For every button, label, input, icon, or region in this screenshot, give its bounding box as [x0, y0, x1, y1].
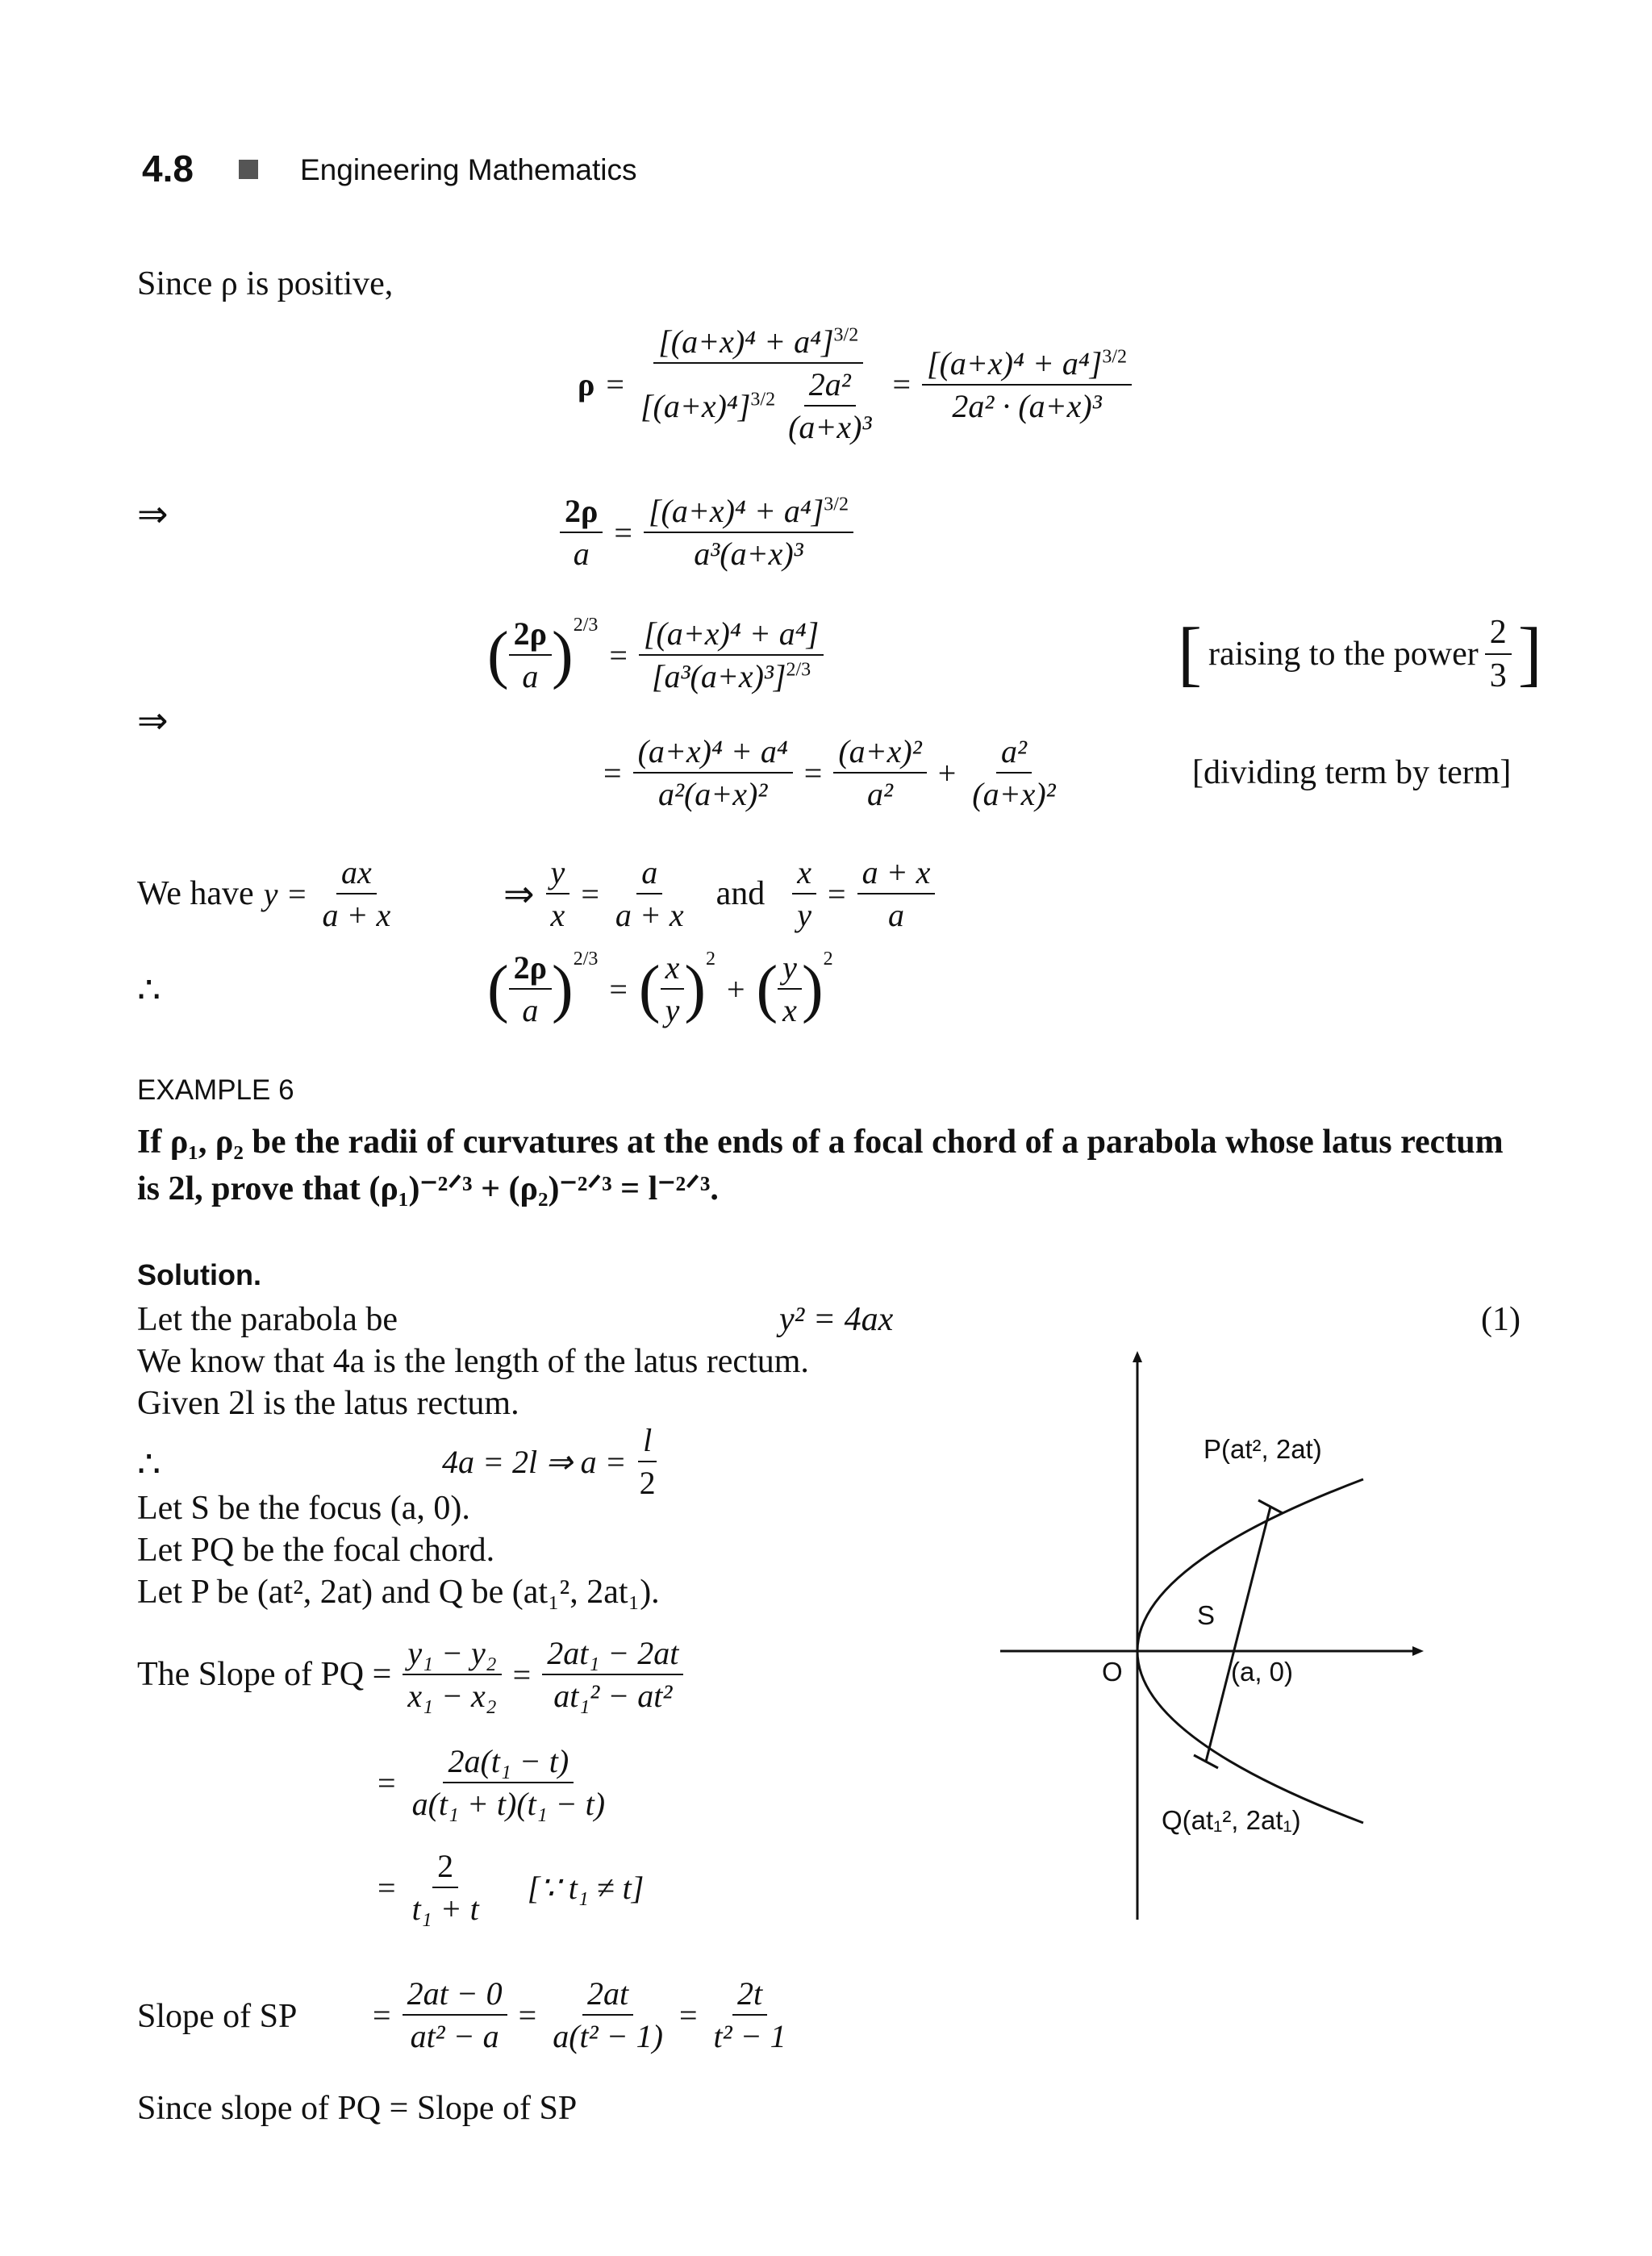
implies-symbol: ⇒: [137, 494, 169, 535]
numerator: [(a+x)⁴ + a⁴]: [639, 615, 824, 656]
equation-a-value: [442, 1421, 661, 1502]
numerator: a: [636, 853, 662, 894]
numerator: 2t: [732, 1975, 767, 2016]
numerator: [(a+x)⁴ + a⁴]: [927, 344, 1103, 382]
equals-sign: =: [378, 1764, 396, 1801]
y-equals: y =: [263, 875, 308, 912]
left-bracket: [: [1178, 614, 1202, 694]
numerator: (a+x)⁴ + a⁴: [633, 732, 793, 774]
denominator: 2: [639, 1465, 656, 1501]
numerator: 2ρ: [509, 949, 552, 990]
equals-sign: =: [378, 1869, 396, 1906]
denominator: a: [522, 658, 539, 694]
numerator: a + x: [857, 853, 936, 894]
denominator: a + x: [615, 897, 684, 933]
equals-sign: =: [603, 754, 622, 791]
fraction-slope-general: [403, 1634, 501, 1715]
example-statement-line1: If ρ₁, ρ₂ be the radii of curvatures at the ends of a focal chord of a parabola whose latus rectum: [137, 1124, 1504, 1161]
since-rho-positive: Since ρ is positive,: [137, 265, 394, 302]
line-parabola: Let the parabola be: [137, 1301, 398, 1338]
line-focal-chord: Let PQ be the focal chord.: [137, 1532, 495, 1569]
numerator: 2at₁ − 2at: [542, 1634, 683, 1675]
note-text: raising to the power: [1208, 636, 1479, 673]
therefore-symbol: ∴: [137, 970, 161, 1011]
equation-term-division: [603, 732, 1061, 813]
numerator: [(a+x)⁴ + a⁴]: [648, 493, 824, 529]
exponent: 2/3: [573, 615, 599, 636]
exponent: 3/2: [750, 389, 776, 411]
fraction-y-over-x: [778, 949, 802, 1029]
right-paren: ): [552, 953, 574, 1024]
plus-sign: +: [726, 970, 745, 1007]
denominator: at₁² − at²: [553, 1678, 673, 1714]
inner-numerator: 2a²: [804, 365, 856, 407]
numerator: x: [792, 853, 816, 894]
equals-sign: =: [609, 970, 628, 1007]
denominator: at² − a: [410, 2018, 499, 2054]
numerator: (a+x)²: [833, 732, 926, 774]
numerator: ax: [336, 853, 377, 894]
note-raising-power: [1178, 613, 1542, 695]
equals-sign: =: [828, 875, 846, 912]
final-line: Since slope of PQ = Slope of SP: [137, 2090, 578, 2127]
solution-title: Solution.: [137, 1258, 261, 1291]
slope-sp-equation: [373, 1975, 791, 2055]
denominator: (a+x)²: [972, 776, 1056, 812]
exponent: 2: [823, 949, 833, 970]
denominator-base: [a³(a+x)³]: [651, 658, 786, 694]
right-bracket: ]: [1517, 614, 1542, 694]
fraction-sp3: [709, 1975, 791, 2055]
exponent: 2/3: [786, 659, 811, 681]
denominator-base: [(a+x)⁴]: [640, 387, 751, 424]
slope-pq-line3: [378, 1847, 644, 1928]
rho-symbol: ρ: [578, 366, 595, 402]
and-text: and: [715, 875, 766, 912]
fraction-apx-over-a: [857, 853, 936, 934]
label-origin: O: [1102, 1657, 1123, 1687]
we-have-line: [137, 853, 395, 934]
example-label: EXAMPLE 6: [137, 1074, 294, 1106]
denominator: y: [665, 992, 680, 1028]
plus-sign: +: [937, 754, 957, 791]
numerator: 2ρ: [560, 492, 603, 533]
equals-sign: =: [606, 366, 624, 402]
denominator: a²: [867, 776, 894, 812]
fraction-combined: [633, 732, 793, 813]
fraction-slope-simplified: [407, 1847, 484, 1928]
numerator: 2a(t₁ − t): [443, 1742, 574, 1783]
denominator: a²(a+x)²: [657, 776, 768, 812]
implies-symbol: ⇒: [137, 700, 169, 741]
numerator: y: [546, 853, 570, 894]
focal-chord: [1206, 1507, 1270, 1762]
equation-final-relation: [487, 949, 833, 1029]
numerator: y: [778, 949, 802, 990]
therefore-symbol: ∴: [137, 1444, 161, 1485]
parabola-figure: [992, 1339, 1444, 1936]
fraction-rhs: [644, 492, 853, 573]
label-point-p: P(at², 2at): [1204, 1434, 1322, 1464]
implies-symbol: ⇒: [503, 874, 535, 915]
exponent: 3/2: [833, 324, 859, 346]
denominator: x₁ − x₂: [407, 1678, 497, 1714]
exponent: 3/2: [1102, 346, 1128, 368]
fraction-2rho-a: [509, 949, 552, 1029]
equation-raised-power: [487, 615, 824, 695]
note-dividing: [dividing term by term]: [1192, 754, 1512, 791]
note-fraction: [1485, 613, 1512, 695]
exponent: 2/3: [573, 949, 599, 970]
label-point-q: Q(at₁², 2at₁): [1162, 1805, 1301, 1835]
fraction-sp1: [403, 1975, 507, 2055]
ratio-equations: [503, 853, 935, 934]
numerator: 2: [432, 1847, 458, 1888]
inner-fraction: [783, 365, 876, 446]
right-paren: ): [552, 619, 574, 690]
denominator: t² − 1: [713, 2018, 786, 2054]
fraction-term2: [967, 732, 1060, 813]
denominator: 2a² · (a+x)³: [952, 387, 1102, 424]
slope-label: The Slope of PQ =: [137, 1656, 392, 1693]
equals-sign: =: [373, 1996, 391, 2033]
equals-sign: =: [581, 875, 599, 912]
condition-note: [∵ t₁ ≠ t]: [527, 1869, 645, 1906]
we-have-text: We have: [137, 875, 254, 912]
numerator: 2: [1485, 613, 1512, 655]
denominator: a: [573, 536, 590, 572]
fraction-sp2: [548, 1975, 668, 2055]
equation-text: 4a = 2l ⇒ a =: [442, 1443, 627, 1480]
denominator: x: [550, 897, 565, 933]
fraction-rhs: [639, 615, 824, 695]
denominator: x: [782, 992, 797, 1028]
left-paren: (: [638, 953, 661, 1024]
equals-sign: =: [892, 366, 912, 402]
line-latus-rectum: We know that 4a is the length of the latus rectum.: [137, 1343, 809, 1380]
right-paren: ): [801, 953, 824, 1024]
line-points: Let P be (at², 2at) and Q be (at₁², 2at₁).: [137, 1574, 660, 1611]
fraction-rho-main: [636, 323, 882, 446]
left-paren: (: [756, 953, 778, 1024]
equation-number: (1): [1481, 1301, 1521, 1338]
slope-sp-label: Slope of SP: [137, 1998, 298, 2035]
header-square-icon: [239, 160, 258, 179]
slope-pq-line2: [378, 1742, 610, 1823]
numerator: x: [661, 949, 685, 990]
denominator: a + x: [322, 897, 391, 933]
denominator: a: [522, 992, 539, 1028]
numerator: [(a+x)⁴ + a⁴]: [658, 323, 834, 360]
numerator: 2at − 0: [403, 1975, 507, 2016]
left-paren: (: [487, 953, 509, 1024]
right-paren: ): [684, 953, 706, 1024]
equals-sign: =: [609, 636, 628, 673]
equals-sign: =: [678, 1996, 698, 2033]
fraction-x-over-y: [661, 949, 685, 1029]
equals-sign: =: [518, 1996, 537, 2033]
fraction-2rho-a: [509, 615, 552, 695]
numerator: l: [638, 1421, 657, 1462]
equals-sign: =: [512, 1656, 532, 1693]
equals-sign: =: [614, 514, 632, 551]
numerator: 2ρ: [509, 615, 552, 656]
fraction-rho-simplified: [922, 344, 1132, 425]
equation-2rho-over-a: [560, 492, 853, 573]
numerator: 2at: [582, 1975, 633, 2016]
denominator: t₁ + t: [411, 1891, 479, 1927]
line-given: Given 2l is the latus rectum.: [137, 1385, 519, 1422]
fraction-ax: [317, 853, 395, 934]
fraction-slope-factored: [407, 1742, 611, 1823]
exponent: 3/2: [824, 494, 849, 515]
left-paren: (: [487, 619, 509, 690]
denominator: a³(a+x)³: [694, 536, 803, 572]
numerator: y₁ − y₂: [403, 1634, 501, 1675]
fraction-2rho-a: [560, 492, 603, 573]
equation-rho: [578, 323, 1132, 446]
page-number: 4.8: [142, 148, 194, 190]
denominator: 3: [1489, 657, 1507, 694]
slope-pq-line1: [137, 1634, 683, 1715]
denominator: a: [887, 897, 904, 933]
example-statement-line2: is 2l, prove that (ρ₁)⁻²ᐟ³ + (ρ₂)⁻²ᐟ³ = l⁻²ᐟ³.: [137, 1170, 719, 1207]
fraction-slope-param: [542, 1634, 683, 1715]
equals-sign: =: [803, 754, 823, 791]
fraction-y-over-x: [546, 853, 570, 934]
fraction-x-over-y: [792, 853, 816, 934]
label-focus-s: S: [1197, 1600, 1216, 1630]
label-focus-coordinates: (a, 0): [1231, 1657, 1294, 1687]
fraction-term1: [833, 732, 926, 813]
exponent: 2: [705, 949, 715, 970]
denominator: a(t₁ + t)(t₁ − t): [411, 1786, 606, 1822]
denominator: a(t² − 1): [553, 2018, 663, 2054]
denominator: y: [797, 897, 812, 933]
inner-denominator: (a+x)³: [788, 409, 872, 445]
numerator: a²: [996, 732, 1032, 774]
line-focus: Let S be the focus (a, 0).: [137, 1490, 470, 1527]
equation-parabola: y² = 4ax: [779, 1301, 894, 1338]
book-title: Engineering Mathematics: [300, 153, 637, 186]
fraction-l-over-2: [635, 1421, 661, 1502]
fraction-a-over-apx: [611, 853, 689, 934]
